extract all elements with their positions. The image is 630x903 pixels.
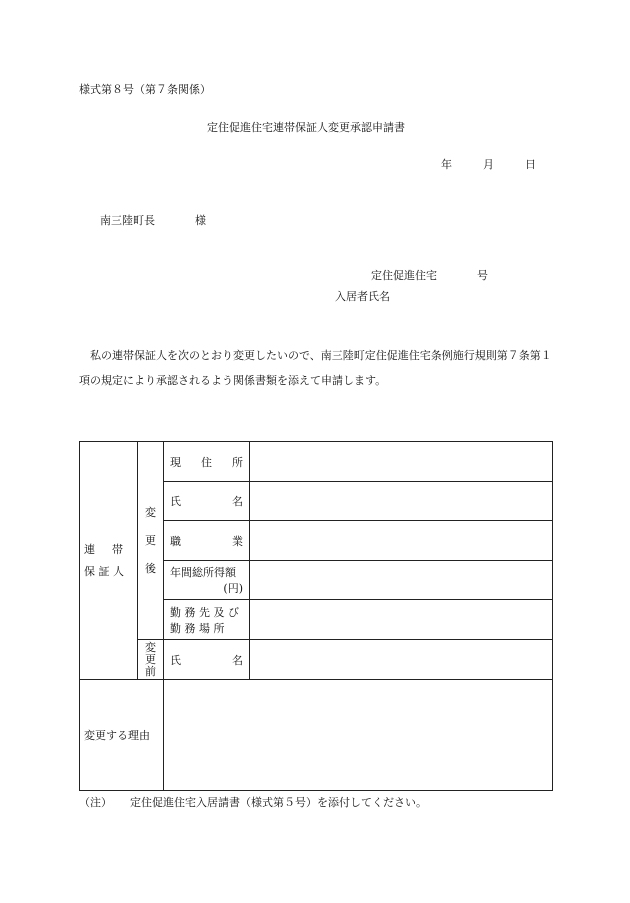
after-char-2: 更 <box>145 533 156 547</box>
resident-name-label: 入居者氏名 <box>335 290 390 303</box>
workplace-field[interactable] <box>250 600 553 640</box>
reason-label: 変更する理由 <box>80 680 164 791</box>
addressee <box>100 212 206 228</box>
addressee-name: 南三陸町長 <box>100 214 155 227</box>
date-month: 月 <box>483 158 494 171</box>
guarantor-header <box>80 442 138 680</box>
note-text: 定住促進住宅入居請書（様式第５号）を添付してください。 <box>130 796 427 809</box>
guarantor-char-1: 連 <box>84 542 95 556</box>
income-field[interactable] <box>250 561 553 600</box>
address-field[interactable] <box>250 442 553 482</box>
after-change-header <box>138 442 164 640</box>
guarantor-line-2: 保 証 人 <box>84 564 124 578</box>
house-line <box>371 267 488 283</box>
before-name-label: 氏 名 <box>164 640 250 680</box>
name-label: 氏 名 <box>164 482 250 521</box>
guarantor-char-2: 帯 <box>112 542 123 556</box>
house-label: 定住促進住宅 <box>371 269 437 282</box>
form-number: 様式第８号（第７条関係） <box>79 83 211 96</box>
body-paragraph: 私の連帯保証人を次のとおり変更したいので、南三陸町定住促進住宅条例施行規則第７条第１項の規定により承認されるよう関係書類を添えて申請します。 <box>79 349 552 387</box>
income-label: 年間総所得額 (円) <box>164 561 250 600</box>
guarantor-form-table <box>79 441 553 791</box>
after-char-3: 後 <box>145 561 156 575</box>
addressee-honorific: 様 <box>195 214 206 227</box>
note-prefix: （注） <box>79 796 112 809</box>
date-year: 年 <box>441 158 452 171</box>
before-change-header: 変 更 前 <box>138 640 164 680</box>
note <box>79 794 427 810</box>
occupation-field[interactable] <box>250 521 553 561</box>
reason-field[interactable] <box>164 680 553 791</box>
after-char-1: 変 <box>145 505 156 519</box>
occupation-label: 職 業 <box>164 521 250 561</box>
date-line <box>441 156 536 172</box>
date-day: 日 <box>525 158 536 171</box>
name-field[interactable] <box>250 482 553 521</box>
workplace-label: 勤 務 先 及 び 勤 務 場 所 <box>164 600 250 640</box>
before-name-field[interactable] <box>250 640 553 680</box>
house-number-suffix: 号 <box>477 269 488 282</box>
address-label: 現 住 所 <box>164 442 250 482</box>
document-title: 定住促進住宅連帯保証人変更承認申請書 <box>207 121 405 134</box>
